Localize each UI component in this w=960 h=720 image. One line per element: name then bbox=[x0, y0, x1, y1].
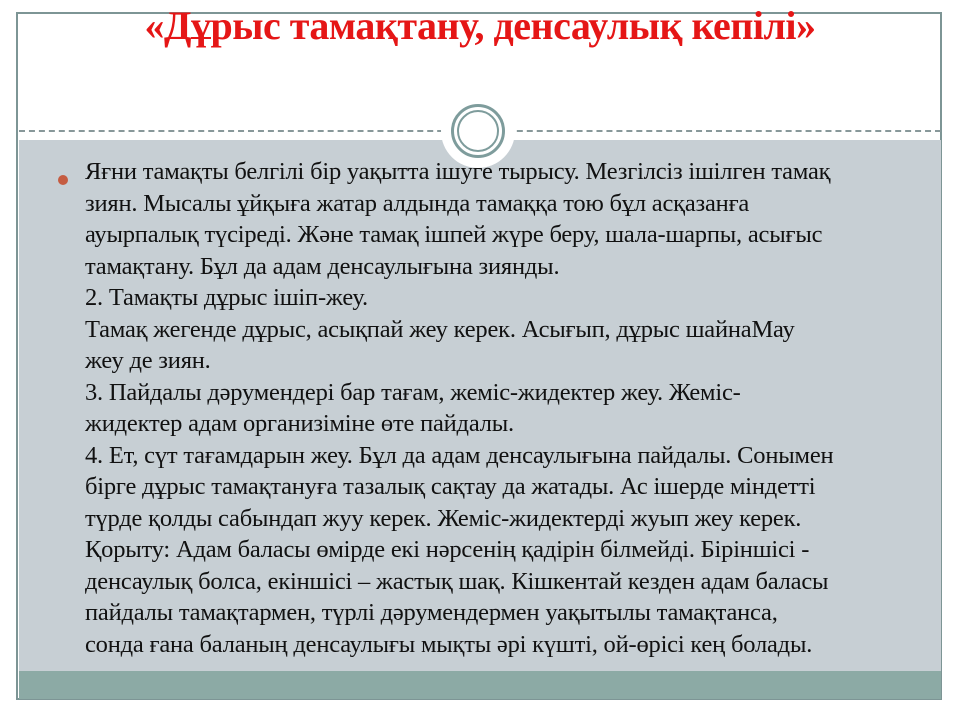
circle-ornament-outer-ring bbox=[451, 104, 505, 158]
body-text-line: Яғни тамақты белгілі бір уақытта ішуге тырысу. Мезгілсіз ішілген тамақ bbox=[85, 158, 831, 185]
body-text-line: ауырпалық түсіреді. Және тамақ ішпей жүре беру, шала-шарпы, асығыс bbox=[85, 221, 823, 248]
body-text-line: Тамақ жегенде дұрыс, асықпай жеу керек. Асығып, дұрыс шайнаМау bbox=[85, 315, 795, 343]
circle-ornament-inner-ring bbox=[457, 110, 499, 152]
body-text bbox=[85, 156, 925, 660]
body-text-line: Қорыту: Адам баласы өмірде екі нәрсенің қадірін білмейді. Біріншісі - bbox=[85, 536, 810, 563]
body-text-line: түрде қолды сабындап жуу керек. Жеміс-жидектерді жуып жеу керек. bbox=[85, 504, 802, 532]
bottom-accent-bar bbox=[19, 671, 941, 699]
body-text-line: зиян. Мысалы ұйқыға жатар алдында тамаққа тою бұл асқазанға bbox=[85, 189, 750, 217]
body-text-line: жидектер адам организіміне өте пайдалы. bbox=[85, 410, 514, 437]
body-text-line: пайдалы тамақтармен, түрлі дәрумендермен уақытылы тамақтанса, bbox=[85, 599, 778, 626]
slide-title: «Дұрыс тамақтану, денсаулық кепілі» bbox=[144, 3, 816, 48]
body-text-line: бірге дұрыс тамақтануға тазалық сақтау да жатады. Ас ішерде міндетті bbox=[85, 473, 816, 500]
body-text-line: денсаулық болса, екіншісі – жастық шақ. Кішкентай кезден адам баласы bbox=[85, 567, 829, 595]
body-text-line: жеу де зиян. bbox=[85, 347, 211, 374]
body-text-line: 3. Пайдалы дәрумендері бар тағам, жеміс-жидектер жеу. Жеміс- bbox=[85, 378, 741, 406]
body-text-line: 4. Ет, сүт тағамдарын жеу. Бұл да адам денсаулығына пайдалы. Сонымен bbox=[85, 441, 834, 469]
body-text-line: 2. Тамақты дұрыс ішіп-жеу. bbox=[85, 284, 368, 311]
body-text-line: тамақтану. Бұл да адам денсаулығына зиянды. bbox=[85, 252, 560, 280]
body-text-line: сонда ғана баланың денсаулығы мықты әрі күшті, ой-өрісі кең болады. bbox=[85, 630, 813, 658]
bullet-dot bbox=[58, 175, 68, 185]
